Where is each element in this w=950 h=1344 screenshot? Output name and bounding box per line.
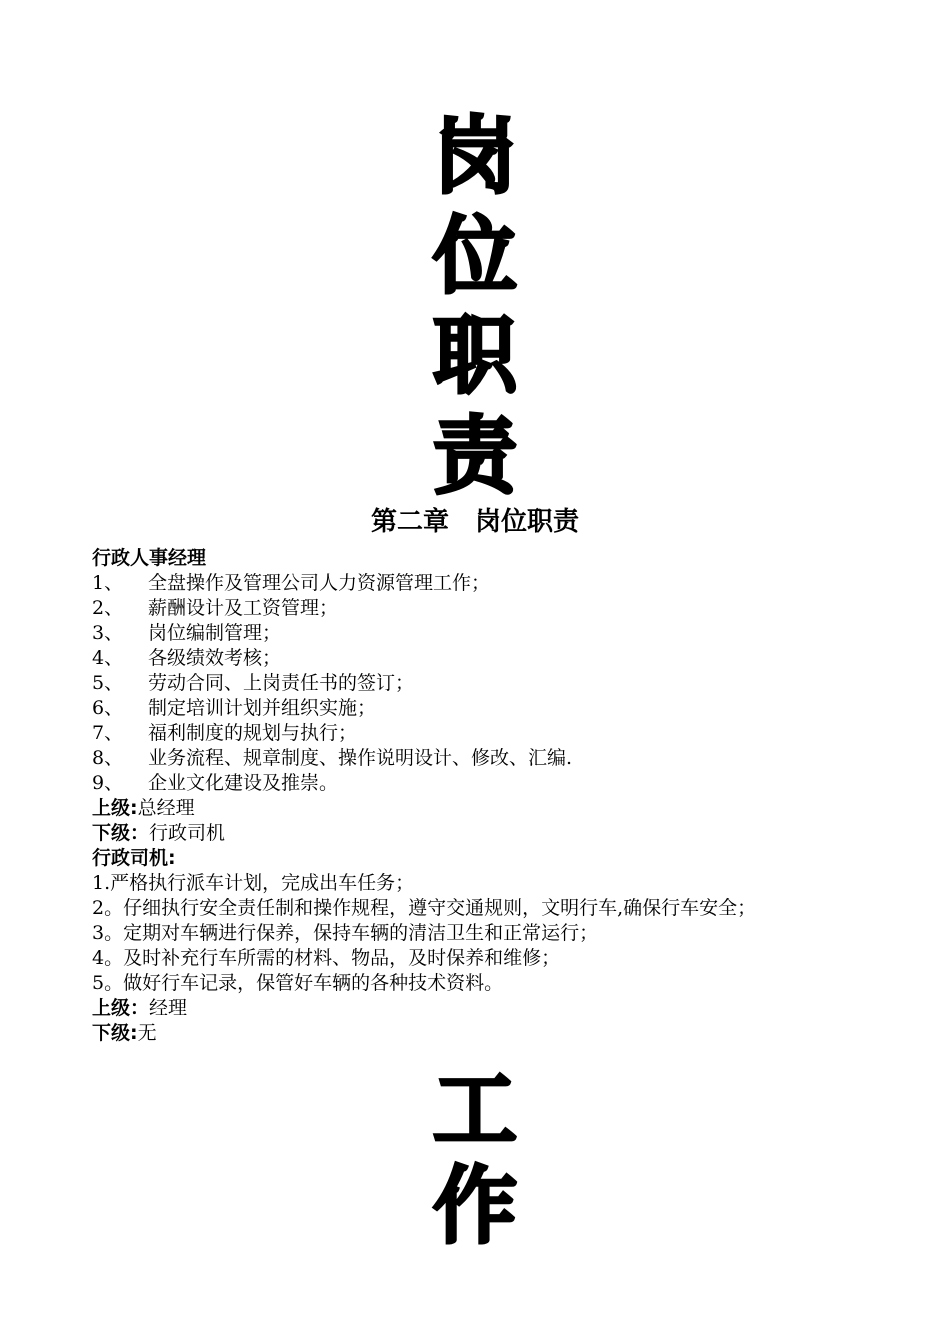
list-item: 3、 岗位编制管理； (92, 622, 282, 644)
list-item: 1.严格执行派车计划，完成出车任务； (92, 872, 415, 894)
section-heading-hr-manager: 行政人事经理 (92, 547, 207, 569)
cover-char-1: 岗 (432, 107, 517, 205)
cover-char-3: 职 (432, 307, 517, 405)
subordinate-line: 下级：行政司机 (92, 822, 226, 844)
cover-char-2: 位 (432, 207, 517, 305)
list-item: 2。仔细执行安全责任制和操作规程，遵守交通规则，文明行车,确保行车安全； (92, 897, 757, 919)
list-item: 4、 各级绩效考核； (92, 647, 282, 669)
subordinate-line: 下级:无 (92, 1022, 157, 1044)
list-item: 3。定期对车辆进行保养，保持车辆的清洁卫生和正常运行； (92, 922, 599, 944)
list-item: 5。做好行车记录，保管好车辆的各种技术资料。 (92, 972, 504, 994)
list-item: 2、 薪酬设计及工资管理； (92, 597, 339, 619)
body-text (92, 546, 912, 1046)
cover-char-6: 作 (432, 1157, 517, 1255)
cover-char-4: 责 (432, 407, 517, 505)
cover-char-5: 工 (432, 1061, 517, 1159)
list-item: 7、 福利制度的规划与执行； (92, 722, 358, 744)
superior-line: 上级:总经理 (92, 797, 195, 819)
list-item: 9、 企业文化建设及推崇。 (92, 772, 339, 794)
list-item: 1、 全盘操作及管理公司人力资源管理工作； (92, 572, 491, 594)
section-heading-driver: 行政司机: (92, 847, 176, 869)
list-item: 4。及时补充行车所需的材料、物品，及时保养和维修； (92, 947, 561, 969)
chapter-title: 第二章 岗位职责 (370, 507, 579, 537)
list-item: 6、 制定培训计划并组织实施； (92, 697, 377, 719)
superior-line: 上级：经理 (92, 997, 188, 1019)
list-item: 5、 劳动合同、上岗责任书的签订； (92, 672, 415, 694)
list-item: 8、 业务流程、规章制度、操作说明设计、修改、汇编. (92, 747, 573, 769)
